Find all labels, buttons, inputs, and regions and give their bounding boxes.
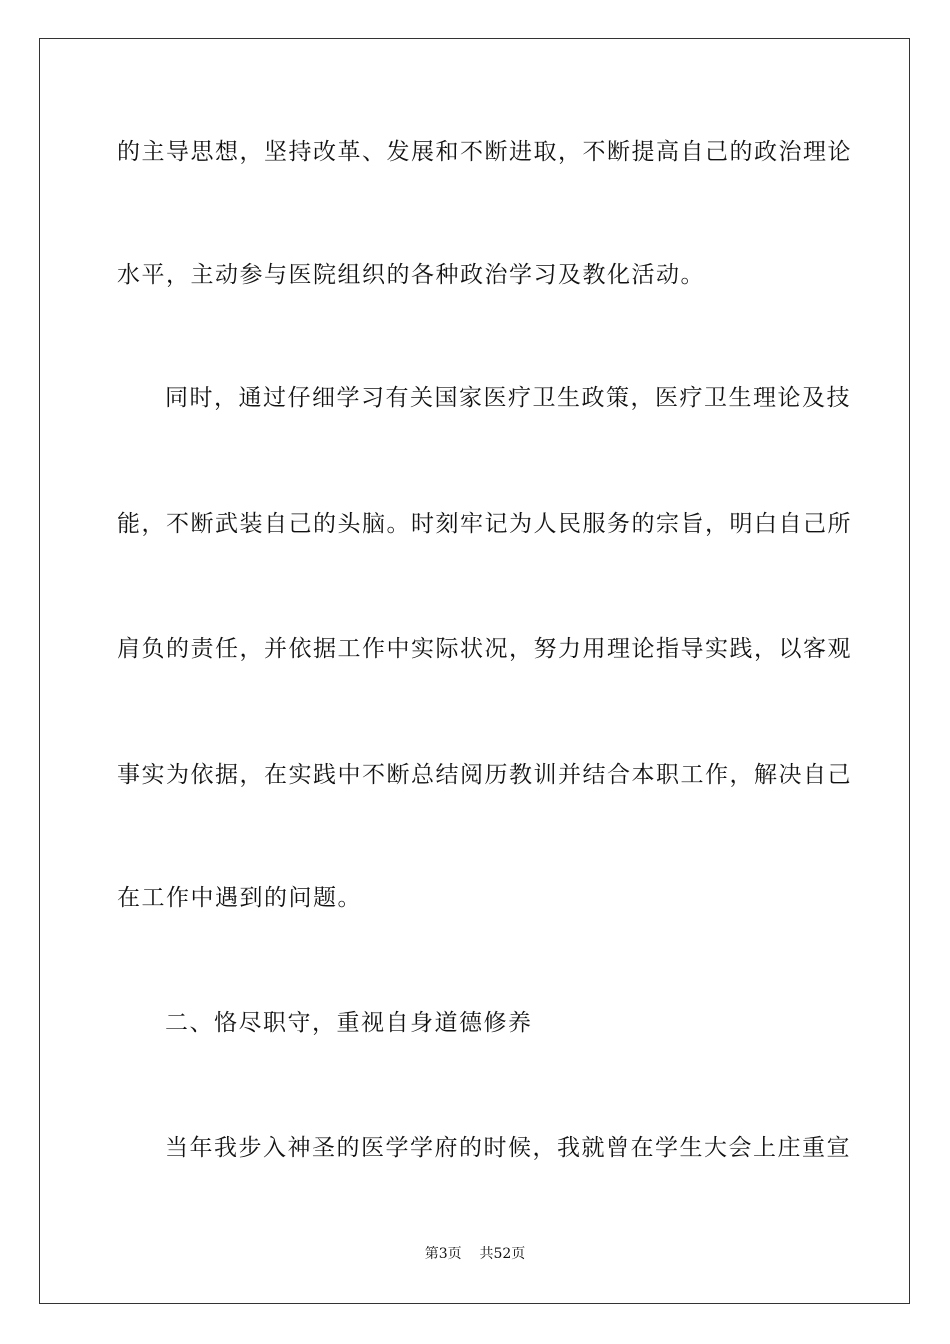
total-pages: 共52页 bbox=[479, 1246, 526, 1262]
page-number: 第3页 bbox=[424, 1246, 462, 1262]
body-line-2: 水平，主动参与医院组织的各种政治学习及教化活动。 bbox=[117, 262, 705, 288]
body-line-3: 同时，通过仔细学习有关国家医疗卫生政策，医疗卫生理论及技 bbox=[165, 385, 851, 411]
body-line-6: 事实为依据，在实践中不断总结阅历教训并结合本职工作，解决自己 bbox=[117, 762, 852, 788]
section-heading: 二、恪尽职守，重视自身道德修养 bbox=[165, 1010, 533, 1036]
body-line-7: 在工作中遇到的问题。 bbox=[117, 885, 362, 911]
body-line-4: 能，不断武装自己的头脑。时刻牢记为人民服务的宗旨，明白自己所 bbox=[117, 511, 852, 537]
page-border bbox=[39, 38, 910, 1304]
body-line-1: 的主导思想，坚持改革、发展和不断进取，不断提高自己的政治理论 bbox=[117, 139, 852, 165]
body-line-9: 当年我步入神圣的医学学府的时候，我就曾在学生大会上庄重宣 bbox=[165, 1135, 851, 1161]
page-footer bbox=[0, 1245, 950, 1263]
body-line-5: 肩负的责任，并依据工作中实际状况，努力用理论指导实践，以客观 bbox=[117, 636, 852, 662]
